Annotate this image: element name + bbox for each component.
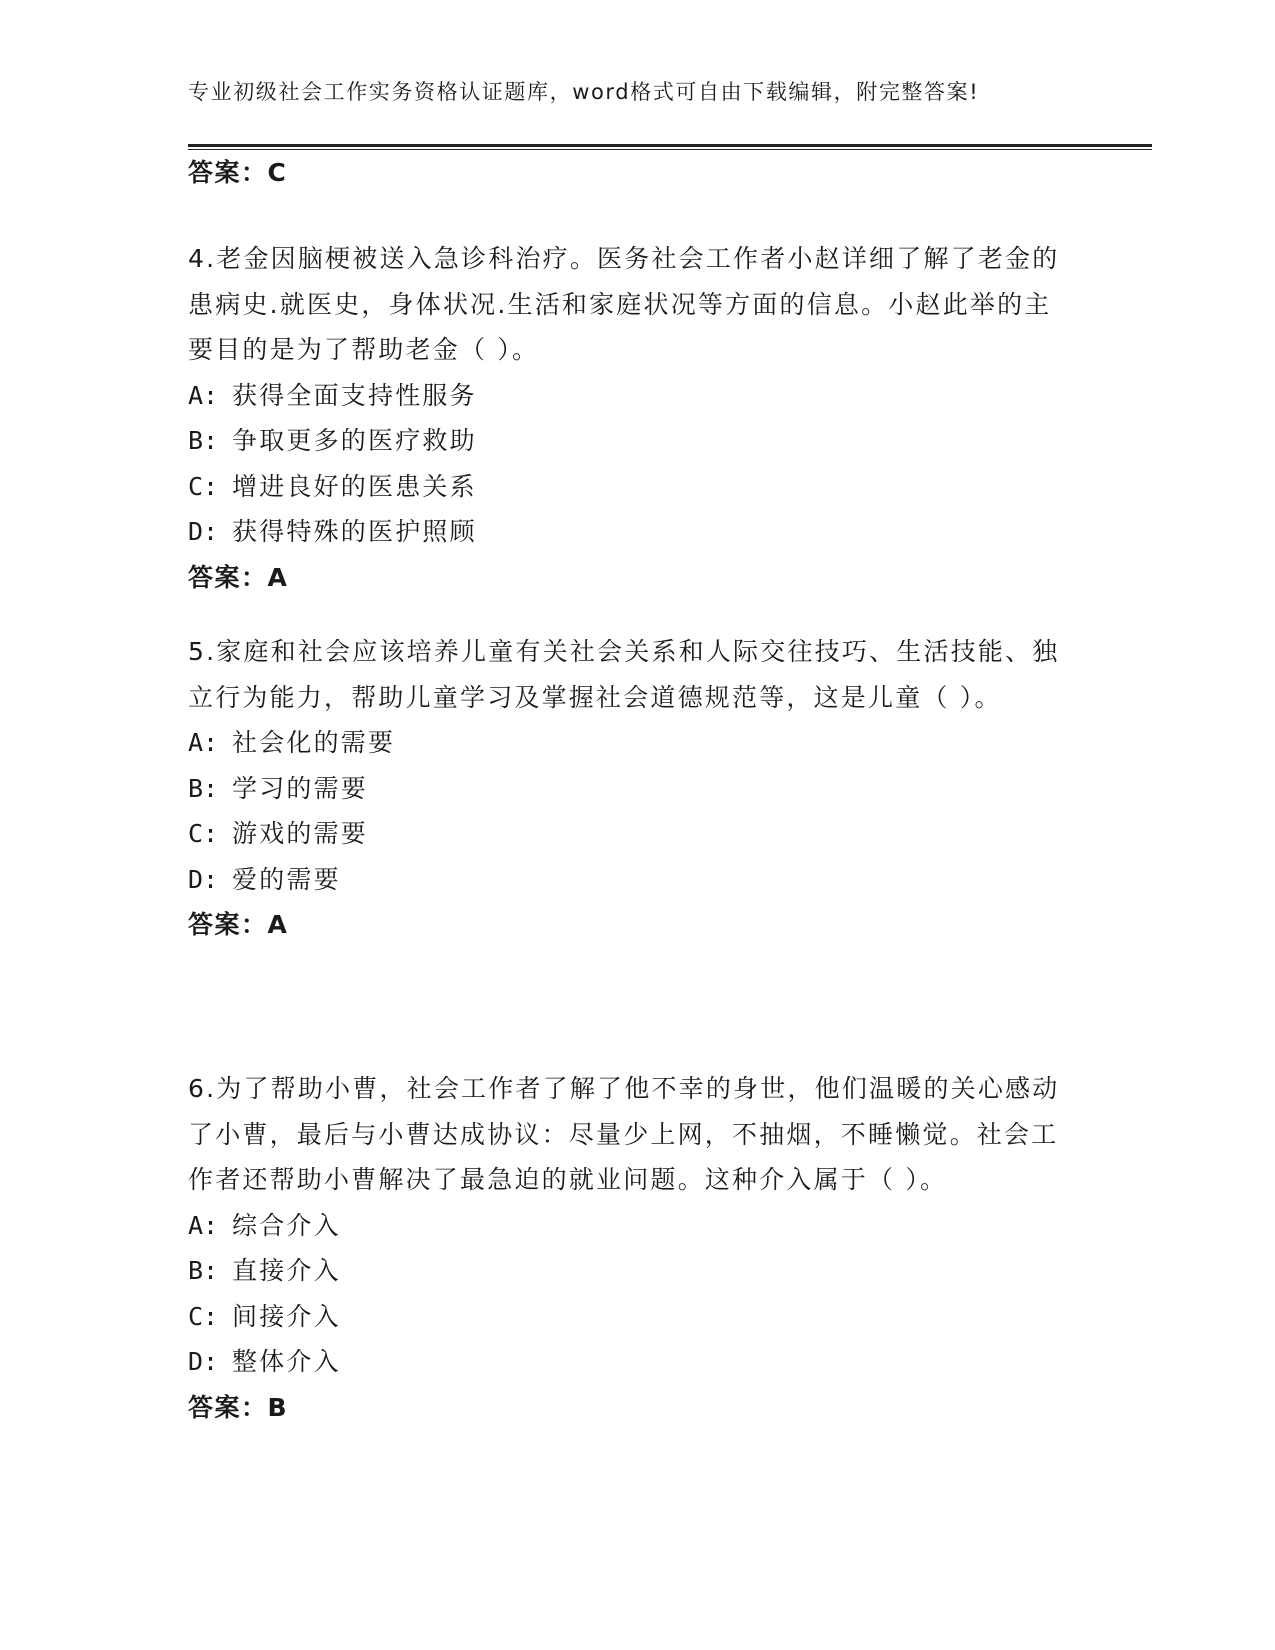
- header-divider: [188, 144, 1152, 147]
- question-5: [188, 629, 1068, 948]
- option-letter: C:: [188, 1301, 219, 1331]
- question-text: 5.家庭和社会应该培养儿童有关社会关系和人际交往技巧、生活技能、独立行为能力，帮助儿童学习及掌握社会道德规范等，这是儿童（ ）。: [188, 637, 1060, 712]
- option-c: [188, 811, 1068, 857]
- question-4: [188, 236, 1068, 600]
- option-a: [188, 720, 1068, 766]
- option-letter: B:: [188, 426, 219, 455]
- option-letter: C:: [188, 471, 219, 501]
- option-text: 直接介入: [232, 1256, 341, 1285]
- option-a: [188, 1203, 1068, 1249]
- option-c: [188, 1294, 1068, 1340]
- option-d: [188, 857, 1068, 903]
- option-c: [188, 464, 1068, 510]
- answer: 答案：B: [188, 1392, 289, 1422]
- option-text: 获得特殊的医护照顾: [232, 517, 477, 546]
- option-letter: C:: [188, 819, 219, 848]
- option-b: [188, 1248, 1068, 1294]
- option-list: [188, 1203, 1068, 1385]
- option-text: 增进良好的医患关系: [232, 471, 477, 501]
- option-letter: B:: [188, 1256, 219, 1285]
- option-text: 游戏的需要: [232, 819, 369, 848]
- option-letter: D:: [188, 517, 219, 546]
- option-letter: D:: [188, 1347, 219, 1376]
- option-letter: A:: [188, 380, 219, 410]
- option-letter: D:: [188, 864, 219, 894]
- option-text: 间接介入: [232, 1301, 341, 1331]
- question-6: [188, 1066, 1068, 1430]
- option-list: [188, 373, 1068, 555]
- answer: 答案：A: [188, 910, 289, 939]
- option-b: [188, 418, 1068, 464]
- page-header: 专业初级社会工作实务资格认证题库，word格式可自由下载编辑，附完整答案!: [188, 80, 980, 104]
- question-text: 4.老金因脑梗被送入急诊科治疗。医务社会工作者小赵详细了解了老金的患病史.就医史，身体状况.生活和家庭状况等方面的信息。小赵此举的主要目的是为了帮助老金（ ）。: [188, 244, 1060, 364]
- option-text: 社会化的需要: [232, 728, 396, 757]
- previous-answer: 答案：C: [188, 158, 288, 187]
- option-text: 获得全面支持性服务: [232, 380, 477, 410]
- option-letter: B:: [188, 773, 219, 803]
- option-d: [188, 1339, 1068, 1385]
- option-text: 整体介入: [232, 1347, 341, 1376]
- option-text: 爱的需要: [232, 864, 341, 894]
- option-d: [188, 509, 1068, 555]
- option-text: 争取更多的医疗救助: [232, 426, 477, 455]
- question-text: 6.为了帮助小曹，社会工作者了解了他不幸的身世，他们温暖的关心感动了小曹，最后与小曹达成协议：尽量少上网，不抽烟，不睡懒觉。社会工作者还帮助小曹解决了最急迫的就业问题。这种介入属于（ ）。: [188, 1074, 1060, 1194]
- option-letter: A:: [188, 1210, 219, 1240]
- option-b: [188, 766, 1068, 812]
- option-list: [188, 720, 1068, 902]
- option-a: [188, 373, 1068, 419]
- option-text: 综合介入: [232, 1210, 341, 1240]
- option-letter: A:: [188, 728, 219, 757]
- option-text: 学习的需要: [232, 773, 369, 803]
- answer: 答案：A: [188, 562, 289, 592]
